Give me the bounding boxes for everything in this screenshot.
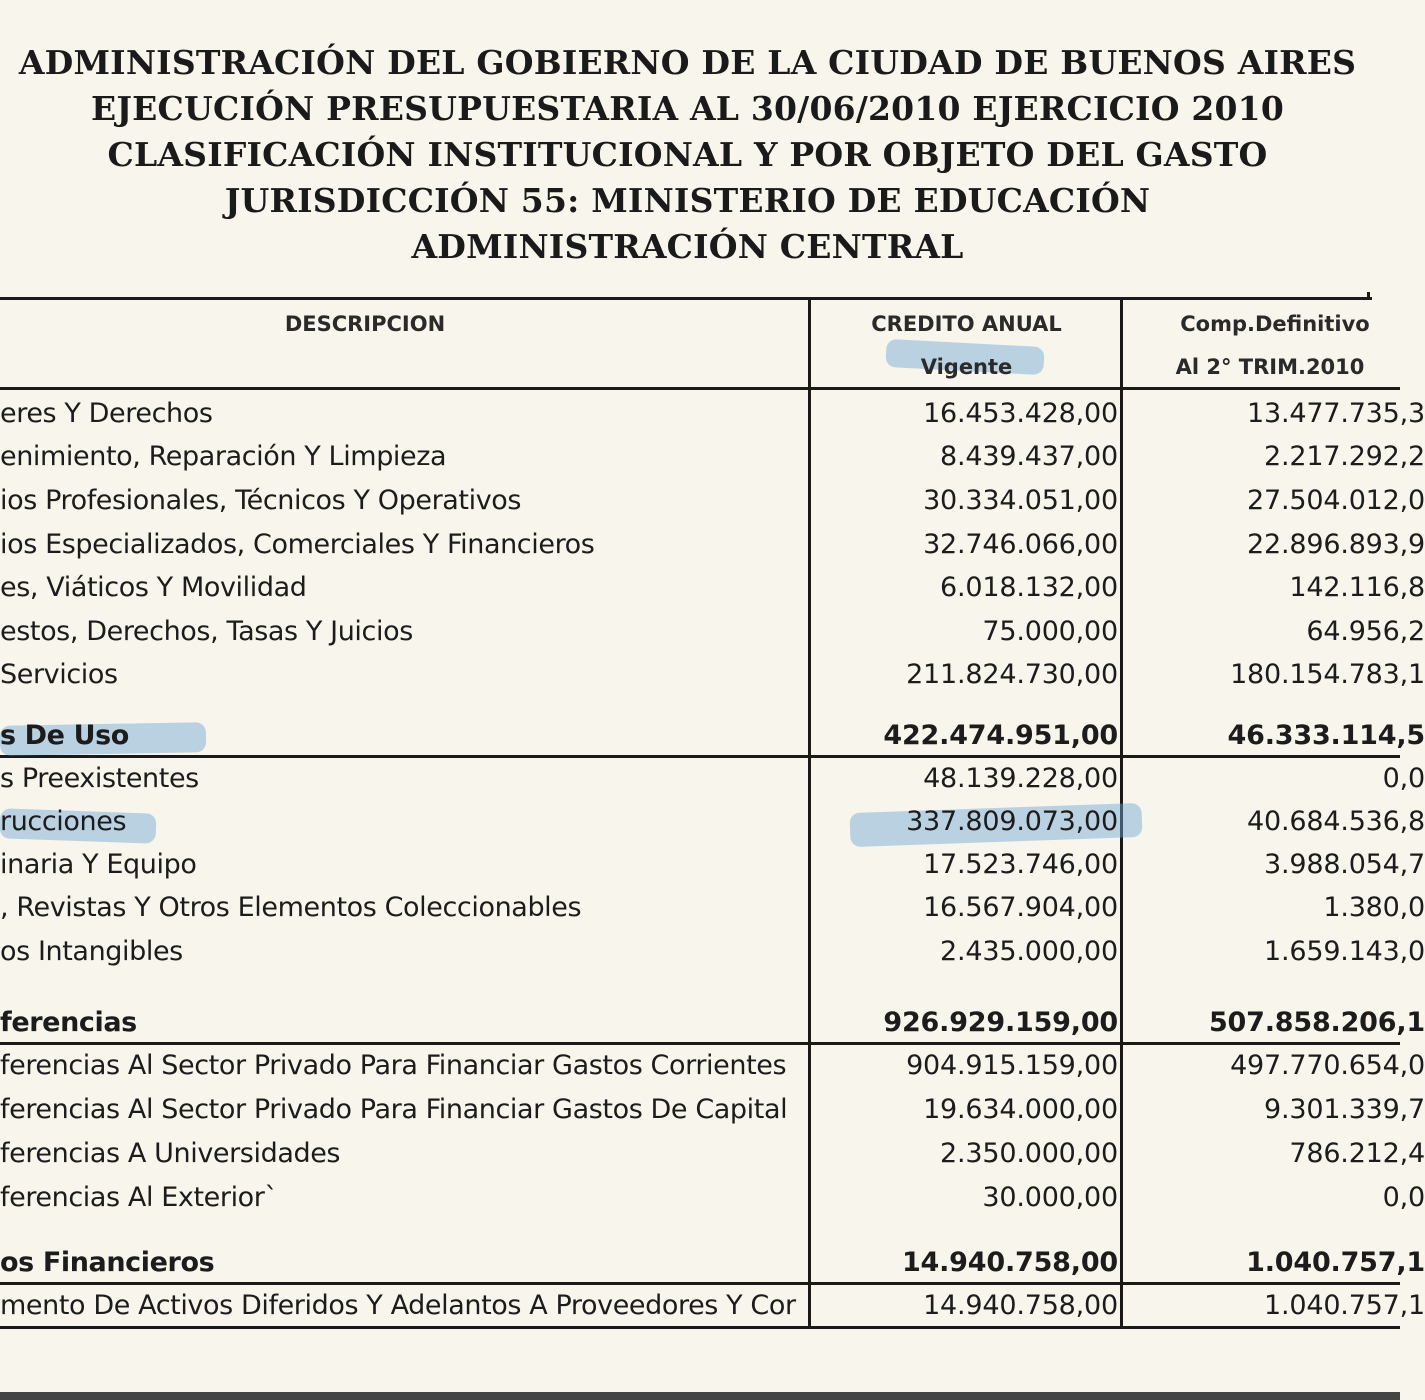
row-comprometido: 40.684.536,8 — [1247, 806, 1425, 837]
row-description: ios Profesionales, Técnicos Y Operativos — [0, 485, 522, 516]
row-comprometido: 180.154.783,1 — [1230, 659, 1425, 690]
table-row — [0, 1286, 1425, 1326]
header-line-5: ADMINISTRACIÓN CENTRAL — [411, 227, 964, 266]
table-row — [0, 888, 1425, 928]
header-line-1: ADMINISTRACIÓN DEL GOBIERNO DE LA CIUDAD DE BUENOS AIRES — [18, 43, 1357, 82]
row-description: estos, Derechos, Tasas Y Juicios — [0, 616, 413, 647]
row-credito: 904.915.159,00 — [906, 1050, 1118, 1081]
row-comprometido: 2.217.292,2 — [1264, 441, 1425, 472]
row-credito: 75.000,00 — [982, 616, 1118, 647]
row-credito: 19.634.000,00 — [923, 1094, 1118, 1125]
row-comprometido: 22.896.893,9 — [1247, 529, 1425, 560]
table-row — [0, 394, 1425, 434]
row-description: s Preexistentes — [0, 763, 199, 794]
column-header-trimestre: Al 2° TRIM.2010 — [1175, 355, 1365, 379]
row-description: ferencias Al Exterior` — [0, 1182, 278, 1213]
row-description: ferencias A Universidades — [0, 1138, 341, 1169]
row-comprometido: 64.956,2 — [1306, 616, 1425, 647]
row-credito: 2.435.000,00 — [940, 936, 1118, 967]
row-description: enimiento, Reparación Y Limpieza — [0, 441, 447, 472]
row-description: ferencias Al Sector Privado Para Financiar Gastos Corrientes — [0, 1050, 787, 1081]
row-description: mento De Activos Diferidos Y Adelantos A Proveedores Y Cor — [0, 1290, 796, 1321]
row-credito: 2.350.000,00 — [940, 1138, 1118, 1169]
table-row — [0, 612, 1425, 652]
table-row — [0, 655, 1425, 695]
row-description: ferencias — [0, 1007, 137, 1038]
row-credito: 6.018.132,00 — [940, 572, 1118, 603]
row-comprometido: 9.301.339,7 — [1264, 1094, 1425, 1125]
column-header-descripcion: DESCRIPCION — [284, 312, 446, 336]
row-credito: 16.567.904,00 — [923, 892, 1118, 923]
scan-edge-bar — [0, 1392, 1400, 1400]
row-comprometido: 142.116,8 — [1289, 572, 1425, 603]
row-comprometido: 3.988.054,7 — [1264, 849, 1425, 880]
table-row-subtotal — [0, 1243, 1425, 1283]
row-comprometido: 46.333.114,5 — [1227, 720, 1425, 751]
table-row — [0, 802, 1425, 842]
row-comprometido: 497.770.654,0 — [1230, 1050, 1425, 1081]
table-row — [0, 525, 1425, 565]
table-corner-tick — [1367, 292, 1370, 300]
row-credito: 337.809.073,00 — [906, 806, 1118, 837]
row-credito: 30.334.051,00 — [923, 485, 1118, 516]
row-description: , Revistas Y Otros Elementos Coleccionables — [0, 892, 582, 923]
row-description: os Intangibles — [0, 936, 183, 967]
row-description: ios Especializados, Comerciales Y Financieros — [0, 529, 595, 560]
column-header-credito-anual: CREDITO ANUAL — [871, 312, 1062, 336]
row-credito: 48.139.228,00 — [923, 763, 1118, 794]
table-row — [0, 437, 1425, 477]
table-row — [0, 932, 1425, 972]
row-credito: 926.929.159,00 — [883, 1007, 1118, 1038]
row-description: eres Y Derechos — [0, 398, 213, 429]
table-row — [0, 845, 1425, 885]
row-comprometido: 13.477.735,3 — [1247, 398, 1425, 429]
row-comprometido: 1.659.143,0 — [1264, 936, 1425, 967]
header-line-3: CLASIFICACIÓN INSTITUCIONAL Y POR OBJETO DEL GASTO — [107, 135, 1268, 174]
row-credito: 16.453.428,00 — [923, 398, 1118, 429]
row-comprometido: 1.040.757,1 — [1246, 1247, 1425, 1278]
row-comprometido: 1.040.757,1 — [1264, 1290, 1425, 1321]
header-line-4: JURISDICCIÓN 55: MINISTERIO DE EDUCACIÓN — [224, 181, 1151, 220]
row-comprometido: 0,0 — [1382, 1182, 1425, 1213]
row-credito: 17.523.746,00 — [923, 849, 1118, 880]
header-line-2: EJECUCIÓN PRESUPUESTARIA AL 30/06/2010 EJERCICIO 2010 — [91, 89, 1284, 128]
table-row — [0, 568, 1425, 608]
row-comprometido: 0,0 — [1382, 763, 1425, 794]
row-description: ferencias Al Sector Privado Para Financiar Gastos De Capital — [0, 1094, 788, 1125]
row-description: os Financieros — [0, 1247, 215, 1278]
row-credito: 422.474.951,00 — [883, 720, 1118, 751]
row-credito: 211.824.730,00 — [906, 659, 1118, 690]
header-bottom-rule — [0, 387, 1400, 390]
row-comprometido: 27.504.012,0 — [1247, 485, 1425, 516]
table-row — [0, 759, 1425, 799]
table-row — [0, 481, 1425, 521]
table-bottom-rule — [0, 1326, 1400, 1329]
row-description: rucciones — [0, 806, 127, 837]
row-description: s De Uso — [0, 720, 129, 751]
row-credito: 32.746.066,00 — [923, 529, 1118, 560]
row-comprometido: 1.380,0 — [1323, 892, 1425, 923]
table-row — [0, 1046, 1425, 1086]
row-description: es, Viáticos Y Movilidad — [0, 572, 307, 603]
column-header-comp-definitivo: Comp.Definitivo — [1180, 312, 1370, 336]
row-comprometido: 786.212,4 — [1289, 1138, 1425, 1169]
row-credito: 14.940.758,00 — [923, 1290, 1118, 1321]
table-row-subtotal — [0, 1003, 1425, 1043]
row-description: Servicios — [0, 659, 118, 690]
table-row-subtotal — [0, 716, 1425, 756]
row-credito: 14.940.758,00 — [901, 1247, 1118, 1278]
row-credito: 30.000,00 — [982, 1182, 1118, 1213]
table-row — [0, 1178, 1425, 1218]
row-credito: 8.439.437,00 — [940, 441, 1118, 472]
row-description: inaria Y Equipo — [0, 849, 197, 880]
table-row — [0, 1090, 1425, 1130]
table-top-rule — [0, 297, 1372, 300]
column-header-vigente: Vigente — [920, 355, 1013, 379]
table-row — [0, 1134, 1425, 1174]
row-comprometido: 507.858.206,1 — [1208, 1007, 1425, 1038]
